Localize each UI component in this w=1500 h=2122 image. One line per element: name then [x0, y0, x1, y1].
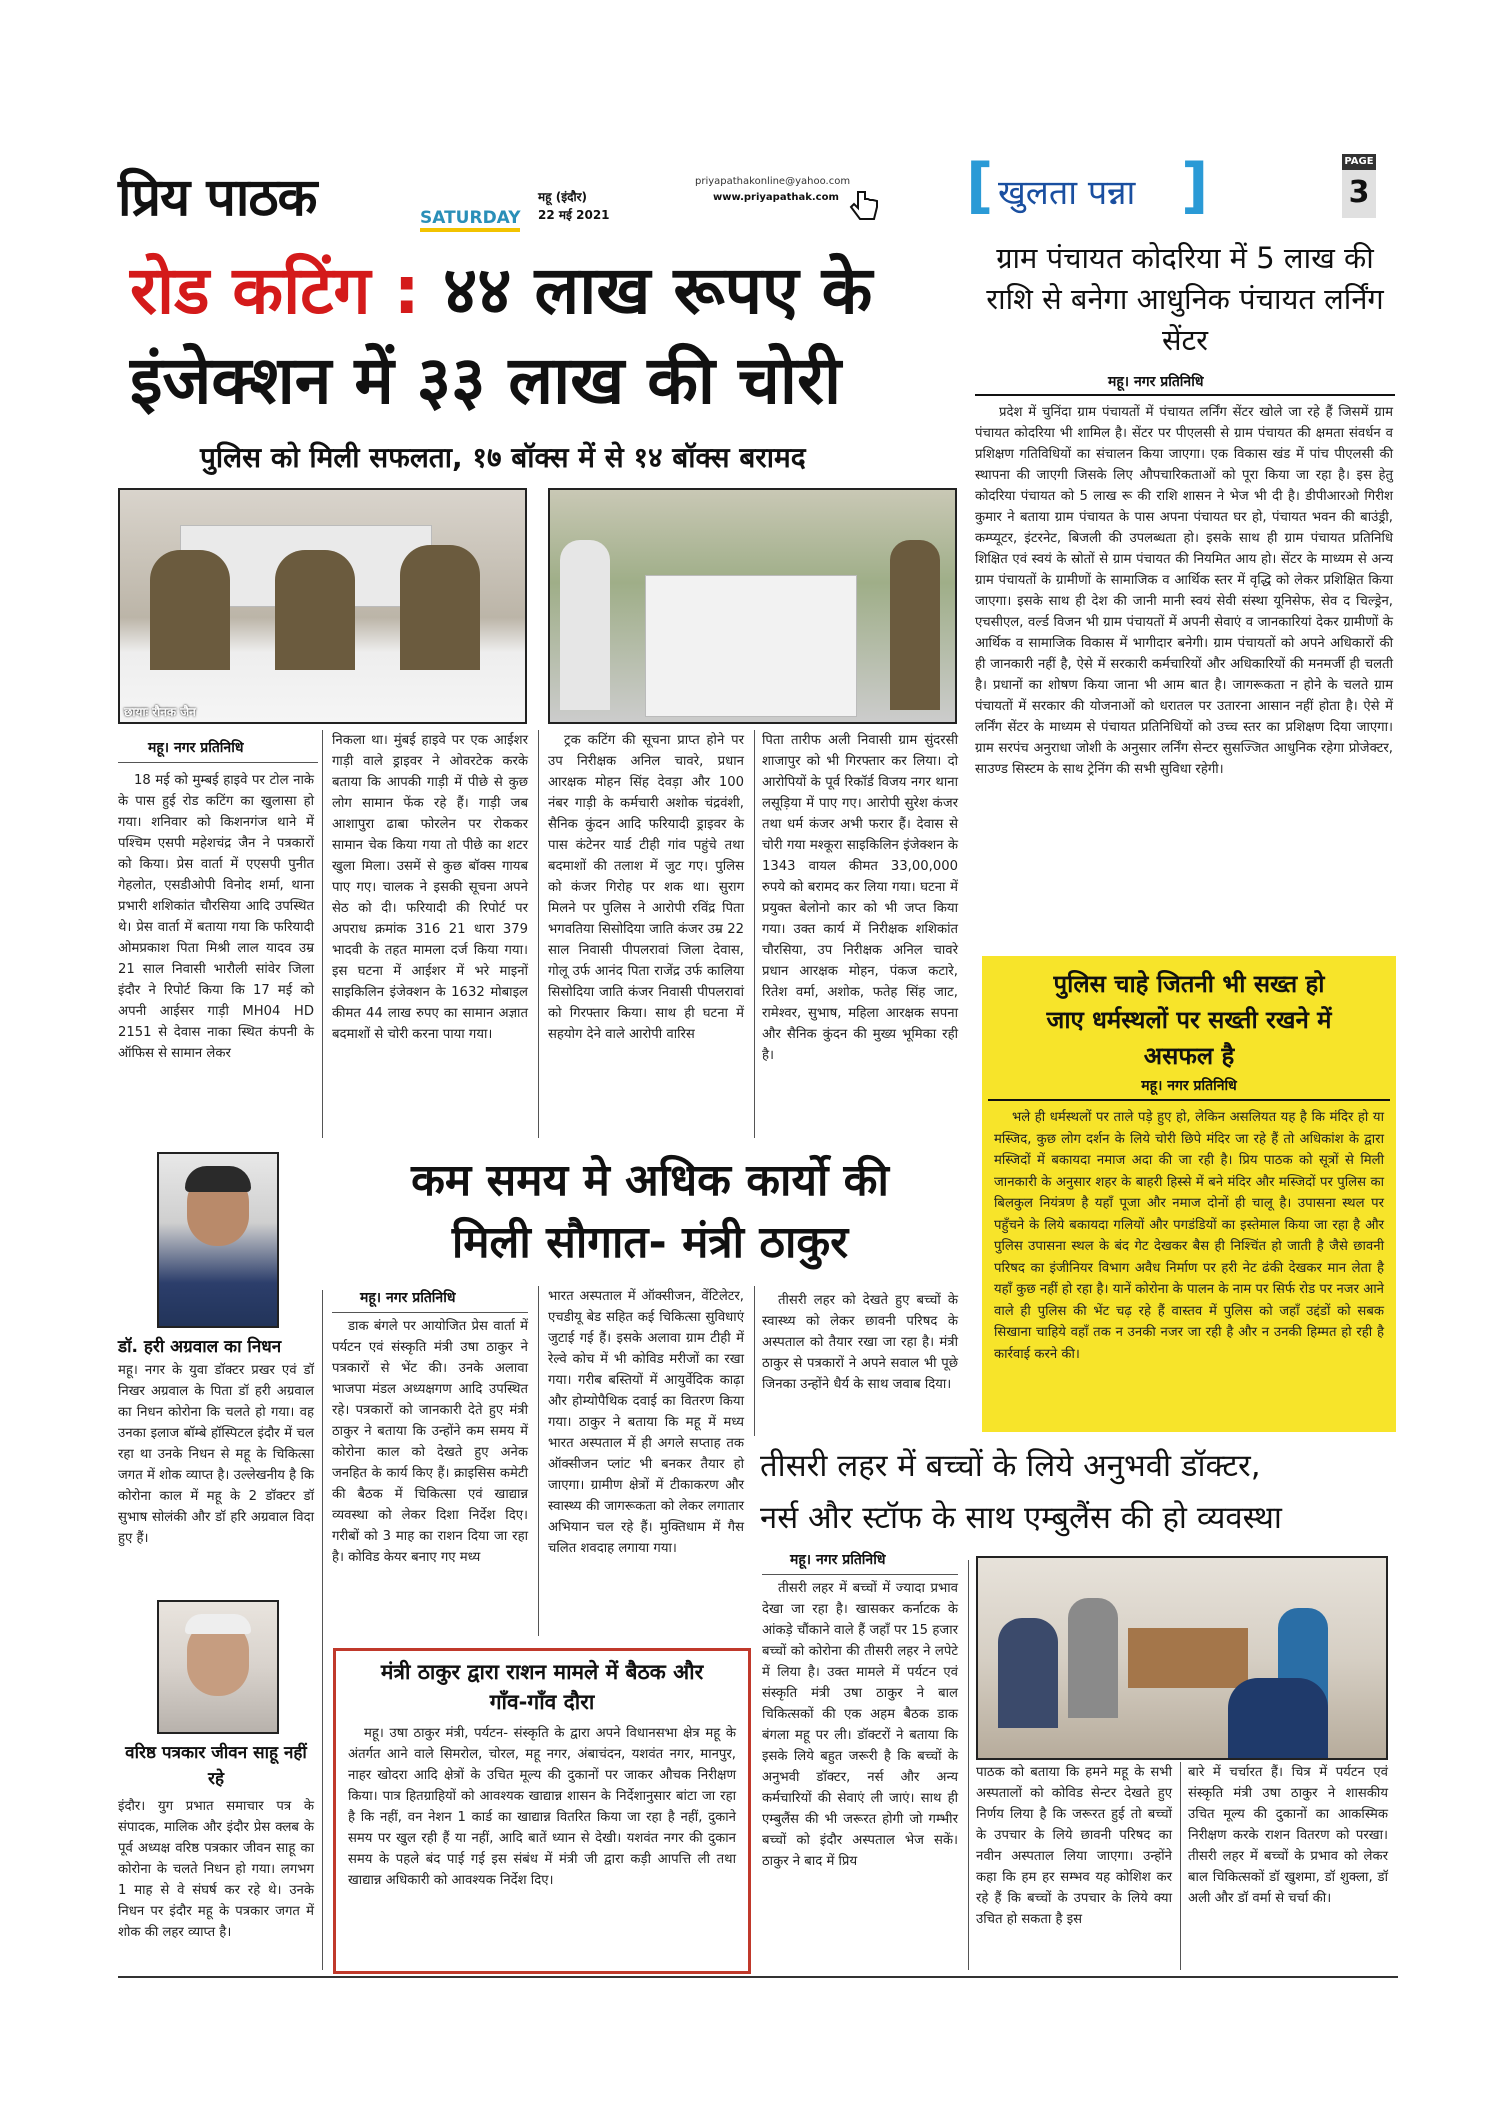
page-bottom-rule: [118, 1976, 1398, 1978]
lead-col-4: पिता तारीफ अली निवासी ग्राम सुंदरसी शाजापुर को भी गिरफ्तार कर लिया। दो आरोपियों के पूर्व रिकॉर्ड विजय नगर थाना लसूड़िया में पाए गए। आरोपी सुरेश कंजर तथा धर्म कंजर अभी फरार हैं। देवास से चोरी गया मश्कूरा साइकिलिन इंजेक्शन के 1343 वायल कीमत 33,00,000 रुपये को बरामद कर लिया गया। घटना में प्रयुक्त बेलोनो कार को भी जप्त किया गया। उक्त कार्य में निरीक्षक शशिकांत चौरसिया, उप निरीक्षक अनिल चावरे प्रधान आरक्षक मोहन, पंकज कटारे, रितेश वर्मा, अशोक, फतेह सिंह जाट, रामेश्वर, सुभाष, महिला आरक्षक सपना और सैनिक कुंदन की मुख्य भूमिका रही है।: [762, 733, 958, 1063]
third-wave-col-1: तीसरी लहर में बच्चों में ज्यादा प्रभाव देखा जा रहा है। खासकर कर्नाटक के आंकड़े चौंकाने वाले हैं जहाँ पर 15 हजार बच्चों को कोरोना की तीसरी लहर ने लपेटे में लिया है। उक्त मामले में पर्यटन एवं संस्कृति मंत्री उषा ठाकुर ने बाल चिकित्सकों की एक अहम बैठक डाक बंगला महू पर ली। डॉक्टरों ने बताया कि इसके लिये बहुत जरूरी है कि बच्चों के अनुभवी डॉक्टर, नर्स और अन्य कर्मचारियों की सेवाएं ली जाएं। साथ ही एम्बुलैंस की भी जरूरत होगी जो गम्भीर बच्चों को इंदौर अस्पताल भेज सकें। ठाकुर ने बाद में प्रिय: [762, 1581, 958, 1869]
police-byline: महू। नगर प्रतिनिधि: [1141, 1078, 1237, 1094]
lead-col-divider-1: [322, 730, 323, 1138]
third-wave-byline: महू। नगर प्रतिनिधि: [790, 1552, 886, 1568]
obit2-photo: [157, 1600, 279, 1734]
minister-byline-rule: [332, 1312, 528, 1313]
third-wave-col-3: बारे में चर्चारत हैं। चित्र में पर्यटन एवं संस्कृति मंत्री उषा ठाकुर ने शासकीय उचित मूल्य की दुकानों का आकस्मिक निरीक्षण करके राशन वितरण को परखा। तीसरी लहर में बच्चों के प्रभाव को लेकर बाल चिकित्सकों डॉ खुशमा, डॉ शुक्ला, डॉ अली और डॉ वर्मा से चर्चा की।: [1188, 1765, 1388, 1906]
ration-headline: मंत्री ठाकुर द्वारा राशन मामले में बैठक और गाँव-गाँव दौरा: [380, 1660, 704, 1714]
third-wave-headline-line2: नर्स और स्टॉफ के साथ एम्बुलैंस की हो व्यवस्था: [760, 1500, 1282, 1536]
lead-byline-rule: [118, 762, 318, 763]
ration-box: [333, 1648, 751, 1974]
obit2-body: इंदौर। युग प्रभात समाचार पत्र के संपादक, मालिक और इंदौर प्रेस क्लब के पूर्व अध्यक्ष वरिष्ठ पत्रकार जीवन साहू का कोरोना के चलते निधन हो गया। लगभग 1 माह से वे संघर्ष कर रहे थे। उनके निधन पर इंदौर महू के पत्रकार जगत में शोक की लहर व्याप्त है।: [118, 1799, 314, 1940]
third-wave-col-divider-2: [1180, 1762, 1181, 1970]
minister-headline-line2: मिली सौगात- मंत्री ठाकुर: [451, 1217, 849, 1268]
lead-headline: [130, 248, 960, 428]
third-wave-headline: [760, 1440, 1400, 1544]
minister-headline: [330, 1150, 970, 1274]
third-wave-col-2: पाठक को बताया कि हमने महू के सभी अस्पतालों को कोविड सेन्टर देखते हुए निर्णय लिया है कि जरूरत हुई तो बच्चों के उपचार के लिये छावनी परिषद का नवीन अस्पताल लिया जाएगा। उन्होंने कहा कि हम हर सम्भव यह कोशिश कर रहे हैं कि बच्चों के उपचार के लिये क्या उचित हो सकता है इस: [976, 1765, 1172, 1927]
third-wave-photo: [976, 1556, 1388, 1760]
lead-col-divider-3: [754, 730, 755, 1138]
minister-headline-line1: कम समय मे अधिक कार्यो की: [411, 1155, 889, 1206]
day-label: SATURDAY: [420, 208, 521, 228]
panchayat-headline: ग्राम पंचायत कोदरिया में 5 लाख की राशि से बनेगा आधुनिक पंचायत लर्निंग सेंटर: [986, 241, 1384, 357]
obit1-photo: [157, 1152, 279, 1328]
email-text: priyapathakonline@yahoo.com: [695, 176, 851, 187]
lead-col-1: 18 मई को मुम्बई हाइवे पर टोल नाके के पास हुई रोड कटिंग का खुलासा हो गया। शनिवार को किशनगंज थाने में पश्चिम एसपी महेशचंद्र जैन ने पत्रकारों को किया। प्रेस वार्ता में एएसपी पुनीत गेहलोत, एसडीओपी विनोद शर्मा, थाना प्रभारी शशिकांत चौरसिया आदि उपस्थित थे। प्रेस वार्ता में बताया गया कि फरियादी ओमप्रकाश पिता मिश्री लाल यादव उम्र 21 साल निवासी भारौली सांवेर जिला इंदौर ने रिपोर्ट किया कि 17 मई को अपनी आईसर गाड़ी MH04 HD 2151 से देवास नाका स्थित कंपनी के ऑफिस से सामान लेकर: [118, 773, 314, 1061]
lead-photo-1: [118, 488, 527, 724]
lead-byline: महू। नगर प्रतिनिधि: [148, 740, 244, 756]
lead-col-divider-2: [538, 730, 539, 1138]
section-bracket-left: [: [966, 151, 994, 221]
date-label: 22 मई 2021: [538, 208, 610, 222]
photo-credit: छायाः रौनक जैन: [124, 705, 196, 719]
section-bracket-right: ]: [1181, 151, 1209, 221]
panchayat-byline-rule: [975, 394, 1395, 396]
panchayat-body: प्रदेश में चुनिंदा ग्राम पंचायतों में पंचायत लर्निंग सेंटर खोले जा रहे हैं जिसमें ग्राम पंचायत कोदरिया भी शामिल है। सेंटर पर पीएलसी से ग्राम पंचायत की क्षमता संवर्धन व प्रशिक्षण गतिविधियों का संचालन किया जाएगा। एक विकास खंड में पांच पीएलसी की स्थापना की जाएगी जिसके लिए औपचारिकताओं को पूरा किया जा रहा है। इस हेतु कोदरिया पंचायत को 5 लाख रू की राशि शासन ने भेज भी दी है। डीपीआरओ गिरीश कुमार ने बताया ग्राम पंचायत के पास अपना पंचायत घर हो, पंचायत भवन की बाउंड्री, कम्प्यूटर, इंटरनेट, बिजली की उपलब्धता हो। इसके साथ ही ग्राम पंचायत प्रतिनिधि शिक्षित एवं स्वयं के स्रोतों से ग्राम पंचायत की नियमित आय हो। सेंटर के माध्यम से अन्य ग्राम पंचायतों के ग्रामीणों के सामाजिक व आर्थिक स्तर में वृद्धि को लेकर प्रशिक्षित किया जाएगा। इसके साथ ही देश की जानी मानी स्वयं सेवी संस्था यूनिसेफ, सेव द चिल्ड्रेन, एचसीएल, वर्ल्ड विजन भी ग्राम पंचायतों में अपनी सेवाएं व जानकारियां देकर ग्रामीणों के आर्थिक व सामाजिक विकास में भागीदार बनेगी। ग्राम पंचायतों को अपने अधिकारों की ही जानकारी नहीं है, ऐसे में सरकारी कर्मचारियों और अधिकारियों की मनमर्जी ही चलती है। प्रधानों का शोषण किया जाना भी आम बात है। जागरूकता न होने के चलते ग्राम पंचायतों में सरकार की योजनाओं को धरातल पर उतारना आसान नहीं होता है। ऐसे में लर्निंग सेंटर के माध्यम से पंचायत प्रतिनिधियों को उच्च स्तर का प्रशिक्षण दिया जाएगा। ग्राम सरपंच अनुराधा जोशी के अनुसार लर्निंग सेन्टर सुसज्जित आधुनिक रहेगा प्रोजेक्टर, साउण्ड सिस्टम के साथ ट्रेनिंग की सभी सुविधा रहेगी।: [975, 405, 1393, 777]
day-underline: [420, 228, 520, 232]
panchayat-byline: महू। नगर प्रतिनिधि: [1108, 374, 1204, 390]
minister-col-divider-1: [538, 1286, 539, 1636]
page-box: [1342, 154, 1376, 218]
police-byline-rule: [988, 1099, 1390, 1101]
minister-col-3: तीसरी लहर को देखते हुए बच्चों के स्वास्थ्य को लेकर छावनी परिषद के अस्पताल को तैयार रखा जा रहा है। मंत्री ठाकुर से पत्रकारों ने अपने सवाल भी पूछे जिनका उन्होंने धैर्य के साथ जवाब दिया।: [762, 1293, 958, 1392]
paper-name: प्रिय पाठक: [118, 167, 317, 228]
obit1-body: महू। नगर के युवा डॉक्टर प्रखर एवं डॉ निखर अग्रवाल के पिता डॉ हरी अग्रवाल का निधन कोरोना कि चलते हो गया। वह उनका इलाज बॉम्बे हॉस्पिटल इंदौर में चल रहा था उनके निधन से महू के चिकित्सा जगत में शोक व्याप्त है। उल्लेखनीय है कि कोरोना काल में महू के 2 डॉक्टर डॉ सुभाष सोलंकी और डॉ हरि अग्रवाल विदा हुए हैं।: [118, 1363, 314, 1546]
lead-headline-line1: ४४ लाख रूपए के: [442, 252, 873, 329]
third-wave-byline-rule: [762, 1574, 958, 1575]
third-wave-col-divider-1: [968, 1560, 969, 1970]
minister-col-divider-2: [754, 1286, 755, 1436]
lead-headline-red: रोड कटिंग :: [130, 252, 420, 329]
minister-col-1: डाक बंगले पर आयोजित प्रेस वार्ता में पर्यटन एवं संस्कृति मंत्री उषा ठाकुर ने पत्रकारों से भेंट की। उनके अलावा भाजपा मंडल अध्यक्षगण आदि उपस्थित रहे। पत्रकारों को जानकारी देते हुए मंत्री ठाकुर ने बताया कि उन्होंने कम समय में कोरोना काल को देखते हुए अनेक जनहित के कार्य किए हैं। क्राइसिस कमेटी की बैठक में चिकित्सा एवं खाद्यान्न व्यवस्था को लेकर दिशा निर्देश दिए। गरीबों को 3 माह का राशन दिया जा रहा है। कोविड केयर बनाए गए मध्य: [332, 1319, 528, 1565]
hand-pointer-icon: [848, 188, 884, 228]
police-box: [982, 956, 1396, 1432]
ration-body: महू। उषा ठाकुर मंत्री, पर्यटन- संस्कृति के द्वारा अपने विधानसभा क्षेत्र महू के अंतर्गत आने वाले सिमरोल, चोरल, महू नगर, अंबाचंदन, यशवंत नगर, मानपुर, नाहर खोदरा आदि क्षेत्रों के उचित मूल्य की दुकानों पर जाकर औचक निरीक्षण किया। पात्र हितग्राहियों को आवश्यक खाद्यान्न शासन के निर्देशानुसार बांटा जा रहा है कि नहीं, वन नेशन 1 कार्ड का खाद्यान्न वितरित किया जा रहा है नहीं, दुकाने समय पर खुल रही हैं या नहीं, आदि बातें ध्यान से देखी। यशवंत नगर की दुकान समय के पहले बंद पाई गई इस संबंध में मंत्री जी द्वारा कड़ी आपत्ति ली तथा खाद्यान्न अधिकारी को आवश्यक निर्देश दिए।: [348, 1726, 736, 1888]
lead-photo-2: [548, 488, 957, 724]
place-label: महू (इंदौर): [538, 190, 587, 204]
minister-byline: महू। नगर प्रतिनिधि: [360, 1290, 456, 1306]
lead-col-2: निकला था। मुंबई हाइवे पर एक आईशर गाड़ी वाले ड्राइवर ने ओवरटेक करके बताया कि आपकी गाड़ी में पीछे से कुछ लोग सामान फेंक रहे हैं। गाड़ी जब आशापुरा ढाबा फोरलेन पर रोककर सामान चेक किया गया तो पीछे का शटर खुला मिला। उसमें से कुछ बॉक्स गायब पाए गए। चालक ने इसकी सूचना अपने सेठ को दी। फरियादी की रिपोर्ट पर अपराध क्रमांक 316 21 धारा 379 भादवी के तहत मामला दर्ज किया गया। इस घटना में आईशर में भरे माइनों साइकिलिन इंजेक्शन के 1632 मोबाइल कीमत 44 लाख रुपए का सामान अज्ञात बदमाशों से चोरी करना पाया गया।: [332, 733, 528, 1042]
page-label: PAGE: [1342, 154, 1376, 170]
obit-col-divider: [322, 1290, 323, 1970]
obit1-headline: डॉ. हरी अग्रवाल का निधन: [118, 1337, 282, 1357]
lead-headline-line2: इंजेक्शन में ३३ लाख की चोरी: [130, 342, 842, 419]
section-title: खुलता पन्ना: [998, 173, 1136, 213]
lead-subhead: पुलिस को मिली सफलता, १७ बॉक्स में से १४ बॉक्स बरामद: [200, 441, 806, 474]
masthead: [118, 151, 1408, 236]
website-text: www.priyapathak.com: [713, 192, 839, 203]
page-number: 3: [1348, 175, 1370, 210]
police-headline: पुलिस चाहे जितनी भी सख्त हो जाए धर्मस्थलों पर सख्ती रखने में असफल है: [1046, 970, 1332, 1070]
lead-col-3: ट्रक कटिंग की सूचना प्राप्त होने पर उप निरीक्षक अनिल चावरे, प्रधान आरक्षक मोहन सिंह देवड़ा और 100 नंबर गाड़ी के कर्मचारी अशोक चंद्रवंशी, सैनिक कुंदन आदि फरियादी ड्राइवर के पास कंटेनर यार्ड टीही गांव पहुंचे तथा बदमाशों की तलाश में जुट गए। पुलिस को कंजर गिरोह पर शक था। सुराग मिलने पर पुलिस ने आरोपी रविंद्र पिता भगवतिया सिसोदिया जाति कंजर उम्र 22 साल निवासी पीपलरावां जिला देवास, गोलू उर्फ आनंद पिता राजेंद्र उर्फ कालिया सिसोदिया जाति कंजर निवासी पीपलरावां को गिरफ्तार किया। साथ ही घटना में सहयोग देने वाले आरोपी वारिस: [548, 733, 744, 1042]
minister-col-2: भारत अस्पताल में ऑक्सीजन, वेंटिलेटर, एचडीयू बेड सहित कई चिकित्सा सुविधाएं जुटाई गई हैं। इसके अलावा ग्राम टीही में रेल्वे कोच में भी कोविड मरीजों का रखा गया। गरीब बस्तियों में आयुर्वेदिक काढ़ा और होम्योपैथिक दवाई का वितरण किया गया। ठाकुर ने बताया कि महू में मध्य भारत अस्पताल में ही अगले सप्ताह तक ऑक्सीजन प्लांट भी बनकर तैयार हो जाएगा। ग्रामीण क्षेत्रों में टीकाकरण और स्वास्थ्य की जागरूकता को लेकर लगातार अभियान चल रहे हैं। मुक्तिधाम में गैस चलित शवदाह लगाया गया।: [548, 1289, 744, 1556]
police-body: भले ही धर्मस्थलों पर ताले पड़े हुए हो, लेकिन असलियत यह है कि मंदिर हो या मस्जिद, कुछ लोग दर्शन के लिये चोरी छिपे मंदिर जा रहे हैं तो अधिकांश के द्वारा मस्जिदों में बकायदा नमाज अदा की जा रही है। प्रिय पाठक को सूत्रों से मिली जानकारी के अनुसार शहर के बाहरी हिस्से में बने मंदिर और मस्जिदों पर पुलिस का बिलकुल नियंत्रण है यहाँ पूजा और नमाज दोनों ही चालू है। उपासना स्थल पर पहुँचने के लिये बकायदा गलियों और पगडंडियों का इस्तेमाल किया जा रहा है और पुलिस उपासना स्थल के बंद गेट देखकर बैस ही निश्चिंत हो जाती है जैसे छावनी परिषद का इंजीनियर विभाग अवैध निर्माण पर हरी नेट ढंकी देखकर मान लेता है यहाँ कुछ नहीं हो रहा है। यानें कोरोना के पालन के नाम पर सिर्फ रोड पर नजर आने वाले ही पुलिस की भेंट चढ़ रहे हैं वास्तव में पुलिस को जहाँ उद्दंडों को सबक सिखाना चाहिये वहाँ तक न उनकी नजर जा रही है और न उनकी हिम्मत हो रही है कार्रवाई करने की।: [994, 1110, 1384, 1362]
obit2-headline: वरिष्ठ पत्रकार जीवन साहू नहीं रहे: [125, 1743, 307, 1789]
third-wave-headline-line1: तीसरी लहर में बच्चों के लिये अनुभवी डॉक्टर,: [760, 1448, 1261, 1484]
